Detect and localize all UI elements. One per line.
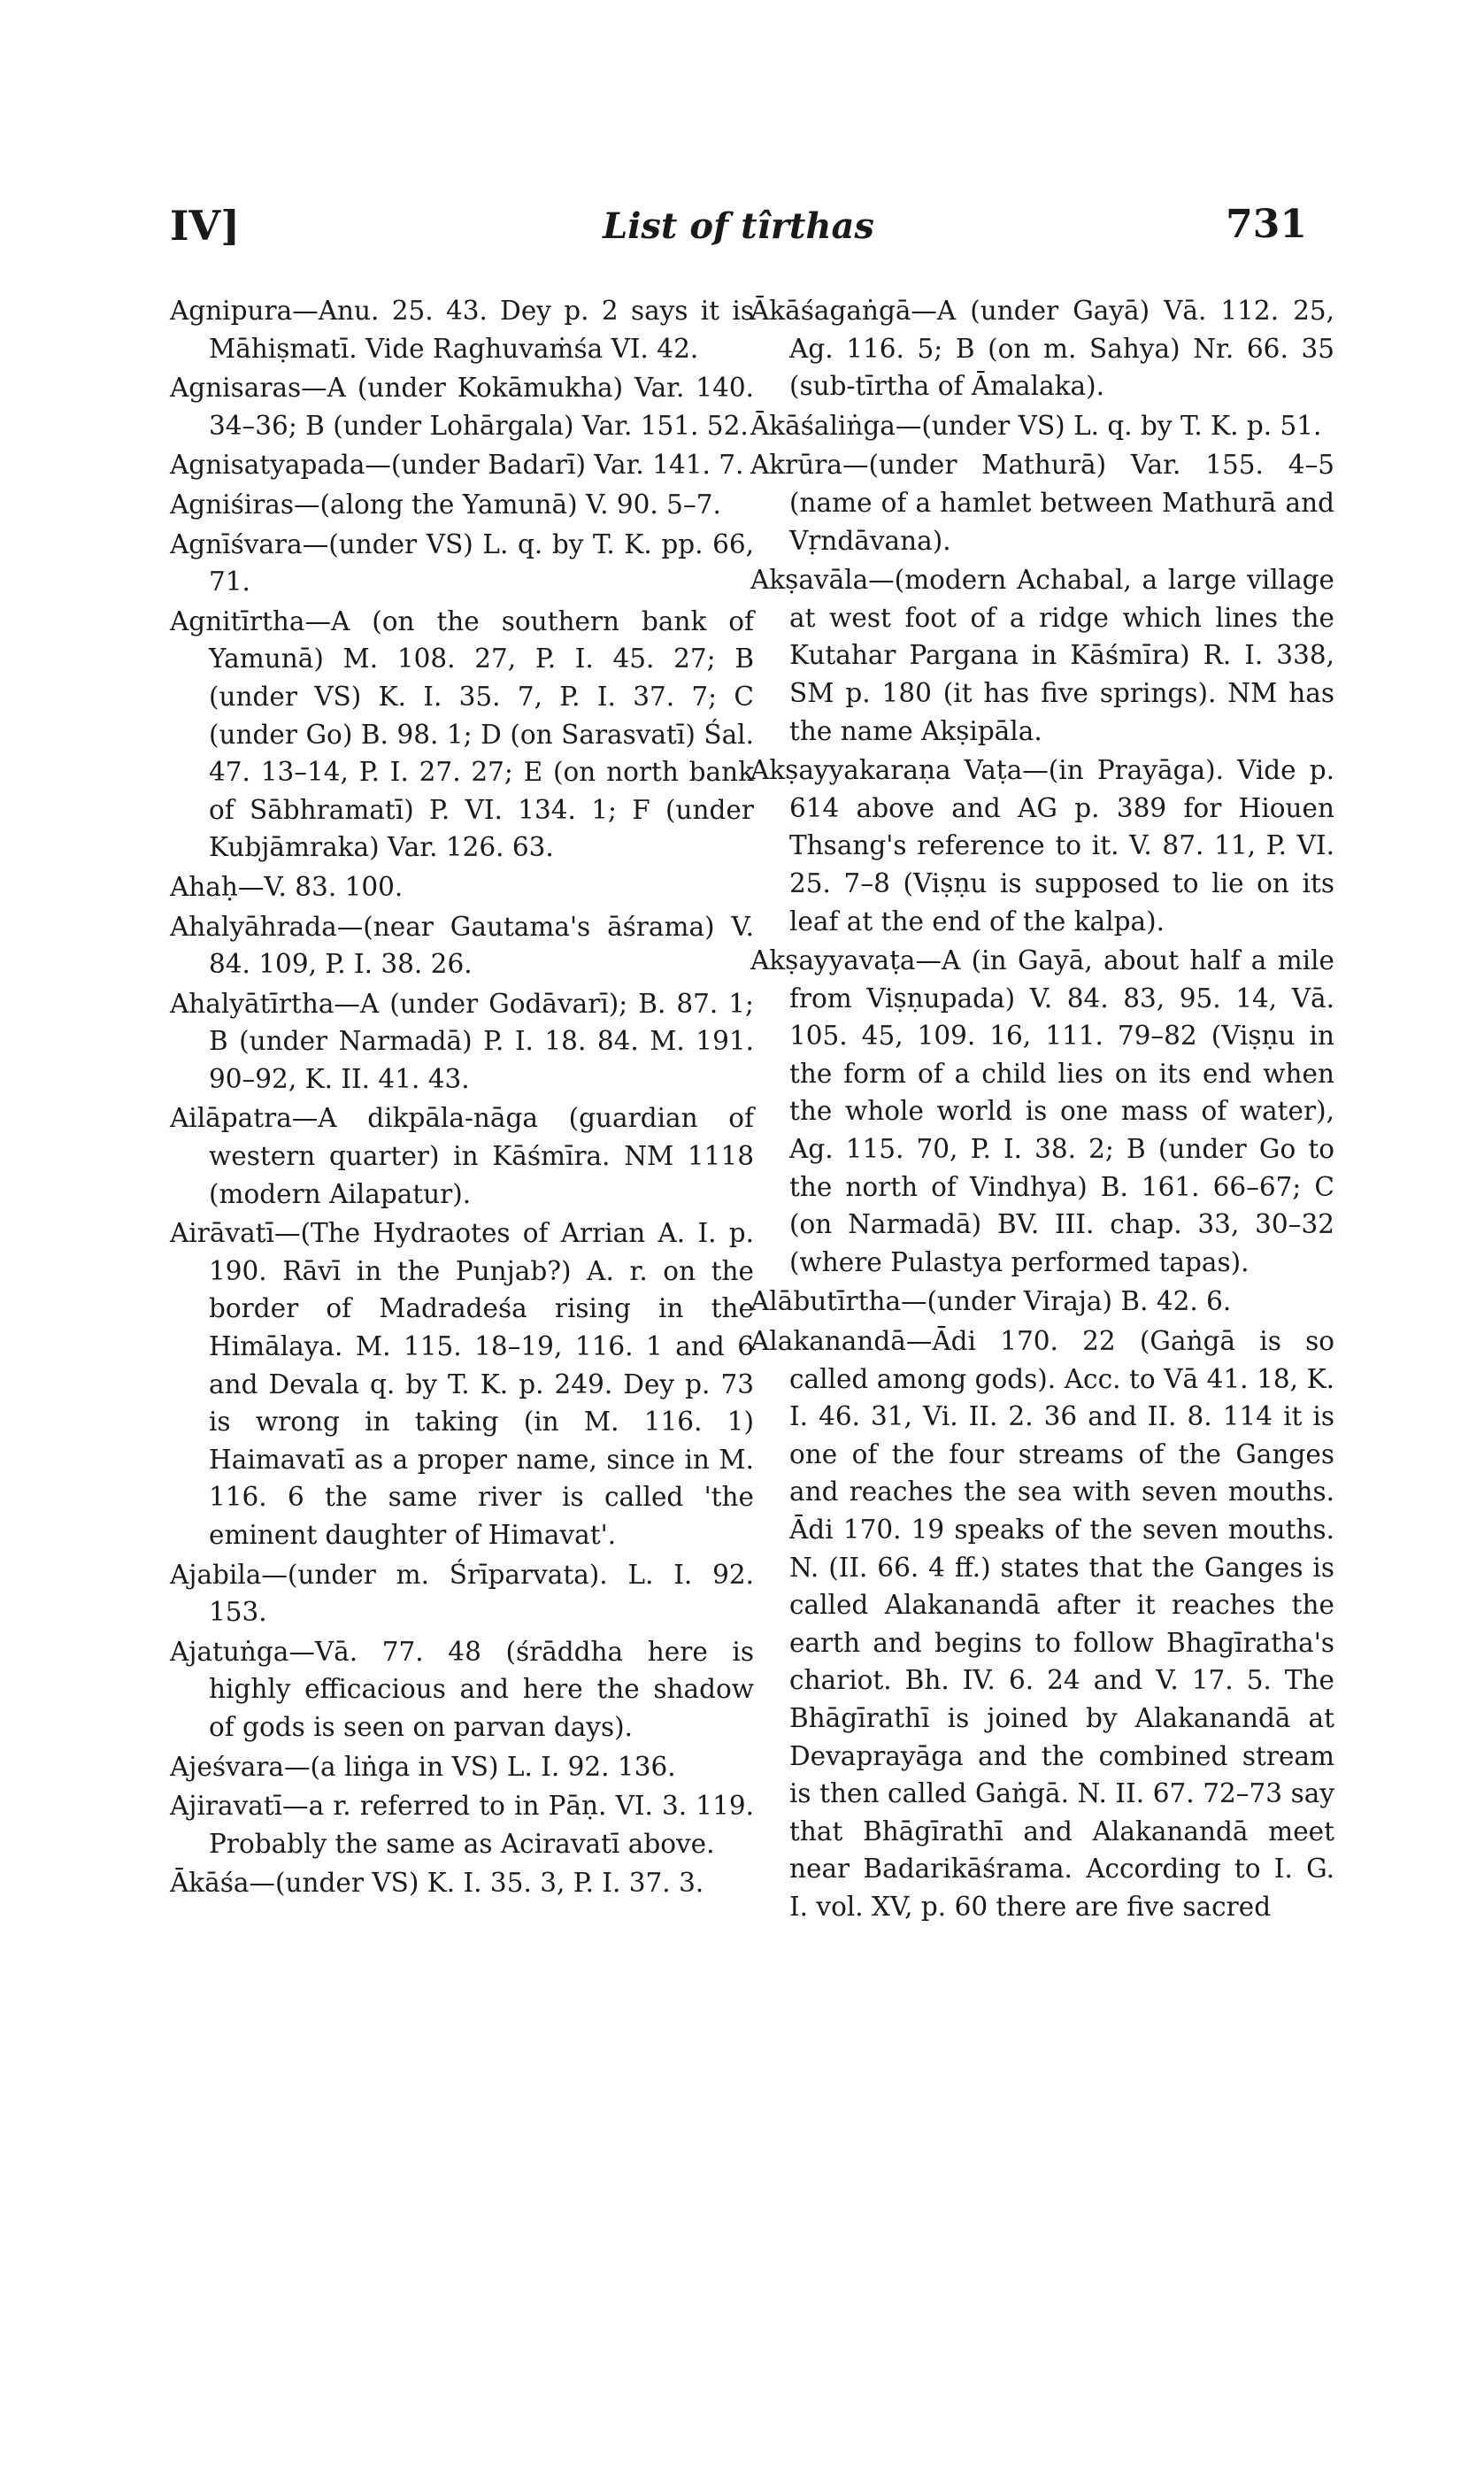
right-column bbox=[750, 292, 1334, 1928]
running-title: List of tîrthas bbox=[603, 205, 874, 247]
entry: Airāvatī—(The Hydraotes of Arrian A. I. p. 190. Rāvī in the Punjab?) A. r. on the border of Madradeśa rising in the Himālaya. M. 115. 18–19, 116. 1 and 6 and Devala q. by T. K. p. 249. Dey p. 73 is wrong in taking (in M. 116. 1) Haimavatī as a proper name, since in M. 116. 6 the same river is called 'the eminent daughter of Himavat'. bbox=[170, 1218, 754, 1550]
page-number: 731 bbox=[1226, 202, 1307, 247]
entry: Ākāśaliṅga—(under VS) L. q. by T. K. p. 51. bbox=[750, 410, 1322, 441]
section-number: IV] bbox=[170, 202, 240, 250]
entry: Agnīśvara—(under VS) L. q. by T. K. pp. 66, 71. bbox=[170, 528, 754, 597]
entry: Ajatuṅga—Vā. 77. 48 (śrāddha here is highly efficacious and here the shadow of gods is seen on parvan days). bbox=[170, 1636, 754, 1742]
entry: Ākāśa—(under VS) K. I. 35. 3, P. I. 37. 3. bbox=[170, 1868, 704, 1899]
entry: Akrūra—(under Mathurā) Var. 155. 4–5 (name of a hamlet between Mathurā and Vṛndāvana). bbox=[750, 450, 1334, 556]
entry: Akṣayyavaṭa—A (in Gayā, about half a mile from Viṣṇupada) V. 84. 83, 95. 14, Vā. 105. 45, 109. 16, 111. 79–82 (Viṣṇu in the form of a child lies on its end when the whole world is one mass of water), Ag. 115. 70, P. I. 38. 2; B (under Go to the north of Vindhya) B. 161. 66–67; C (on Narmadā) BV. III. chap. 33, 30–32 (where Pulastya performed tapas). bbox=[750, 945, 1334, 1277]
entry: Agnisatyapada—(under Badarī) Var. 141. 7. bbox=[170, 450, 744, 481]
entry: Ākāśagaṅgā—A (under Gayā) Vā. 112. 25, Ag. 116. 5; B (on m. Sahya) Nr. 66. 35 (sub-tīrtha of Āmalaka). bbox=[750, 296, 1334, 402]
entry: Akṣayyakaraṇa Vaṭa—(in Prayāga). Vide p. 614 above and AG p. 389 for Hiouen Thsang's reference to it. V. 87. 11, P. VI. 25. 7–8 (Viṣṇu is supposed to lie on its leaf at the end of the kalpa). bbox=[750, 755, 1334, 937]
entry: Ajiravatī—a r. referred to in Pāṇ. VI. 3. 119. Probably the same as Aciravatī above. bbox=[170, 1791, 754, 1859]
entry: Alakanandā—Ādi 170. 22 (Gaṅgā is so called among gods). Acc. to Vā 41. 18, K. I. 46. 31, Vi. II. 2. 36 and II. 8. 114 it is one of the four streams of the Ganges and reaches the sea with seven mouths. Ādi 170. 19 speaks of the seven mouths. N. (II. 66. 4 ff.) states that the Ganges is called Alakanandā after it reaches the earth and begins to follow Bhagīratha's chariot. Bh. IV. 6. 24 and V. 17. 5. The Bhāgīrathī is joined by Alakanandā at Devaprayāga and the combined stream is then called Gaṅgā. N. II. 67. 72–73 say that Bhāgīrathī and Alakanandā meet near Badarikāśrama. According to I. G. I. vol. XV, p. 60 there are five sacred bbox=[750, 1326, 1334, 1922]
entry: Ajabila—(under m. Śrīparvata). L. I. 92. 153. bbox=[170, 1559, 754, 1628]
entry: Ailāpatra—A dikpāla-nāga (guardian of western quarter) in Kāśmīra. NM 1118 (modern Ailapatur). bbox=[170, 1103, 754, 1209]
entry: Ajeśvara—(a liṅga in VS) L. I. 92. 136. bbox=[170, 1751, 676, 1782]
entry: Agniśiras—(along the Yamunā) V. 90. 5–7. bbox=[170, 489, 721, 520]
entry: Agnipura—Anu. 25. 43. Dey p. 2 says it is Māhiṣmatī. Vide Raghuvaṁśa VI. 42. bbox=[170, 296, 754, 364]
entry: Alābutīrtha—(under Viraja) B. 42. 6. bbox=[750, 1286, 1232, 1317]
left-column bbox=[170, 292, 754, 1904]
entry: Ahalyāhrada—(near Gautama's āśrama) V. 84. 109, P. I. 38. 26. bbox=[170, 911, 754, 980]
entry: Ahalyātīrtha—A (under Godāvarī); B. 87. 1; B (under Narmadā) P. I. 18. 84. M. 191. 90–92, K. II. 41. 43. bbox=[170, 988, 754, 1094]
entry: Agnitīrtha—A (on the southern bank of Yamunā) M. 108. 27, P. I. 45. 27; B (under VS) K. I. 35. 7, P. I. 37. 7; C (under Go) B. 98. 1; D (on Sarasvatī) Śal. 47. 13–14, P. I. 27. 27; E (on north bank of Sābhramatī) P. VI. 134. 1; F (under Kubjāmraka) Var. 126. 63. bbox=[170, 605, 754, 863]
entry: Akṣavāla—(modern Achabal, a large village at west foot of a ridge which lines the Kutahar Pargana in Kāśmīra) R. I. 338, SM p. 180 (it has five springs). NM has the name Akṣipāla. bbox=[750, 565, 1334, 746]
page-header bbox=[170, 202, 1307, 255]
entry: Ahaḥ—V. 83. 100. bbox=[170, 871, 404, 902]
entry: Agnisaras—A (under Kokāmukha) Var. 140. 34–36; B (under Lohārgala) Var. 151. 52. bbox=[170, 373, 754, 441]
